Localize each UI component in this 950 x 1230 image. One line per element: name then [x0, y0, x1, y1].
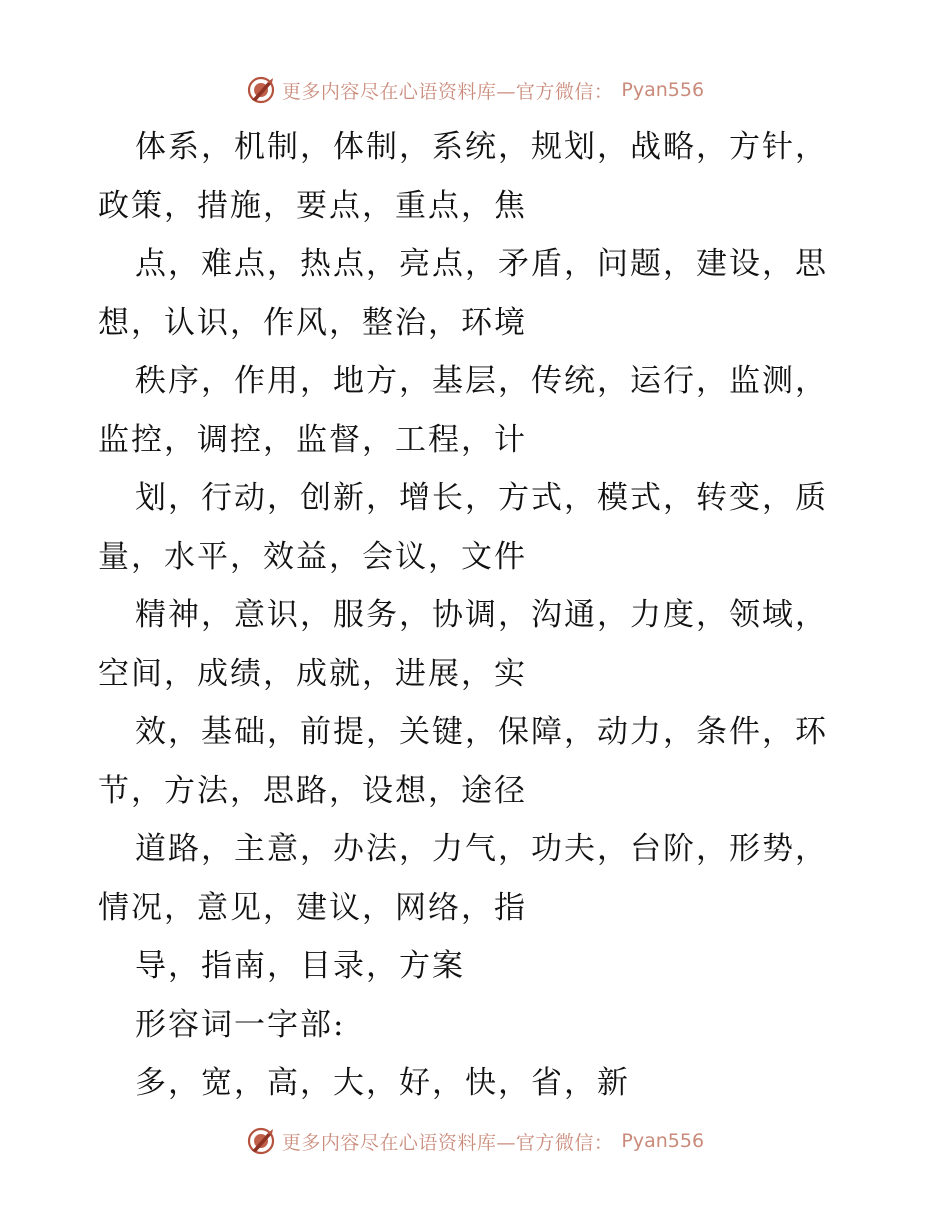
section-heading: 形容词一字部:: [135, 1006, 346, 1043]
watermark-wechat-id: Pyan556: [621, 79, 705, 101]
text-line: 秩序，作用，地方，基层，传统，运行，监测，: [135, 363, 828, 399]
watermark-wechat-id: Pyan556: [621, 1130, 705, 1152]
footer-watermark: [0, 1121, 950, 1161]
text-line: 空间，成绩，成就，进展，实: [98, 655, 527, 692]
text-line: 想，认识，作风，整治，环境: [98, 304, 527, 341]
text-line: 政策，措施，要点，重点，焦: [98, 187, 527, 224]
text-line: 精神，意识，服务，协调，沟通，力度，领域，: [135, 597, 828, 633]
header-watermark: [0, 70, 950, 110]
text-line: 情况，意见，建议，网络，指: [98, 889, 527, 926]
document-body: [98, 118, 858, 1113]
text-line: 多，宽，高，大，好，快，省，新: [135, 1065, 630, 1101]
quill-seal-icon: [246, 1126, 276, 1156]
text-line: 量，水平，效益，会议，文件: [98, 538, 527, 575]
text-line: 节，方法，思路，设想，途径: [98, 772, 527, 809]
text-line: 体系，机制，体制，系统，规划，战略，方针，: [135, 129, 828, 165]
watermark-text: 更多内容尽在心语资料库—官方微信：: [281, 80, 614, 103]
text-line: 点，难点，热点，亮点，矛盾，问题，建设，思: [135, 246, 828, 282]
text-line: 导，指南，目录，方案: [135, 948, 465, 984]
quill-seal-icon: [246, 75, 276, 105]
watermark-text: 更多内容尽在心语资料库—官方微信：: [281, 1131, 614, 1154]
text-line: 道路，主意，办法，力气，功夫，台阶，形势，: [135, 831, 828, 867]
text-line: 划，行动，创新，增长，方式，模式，转变，质: [135, 480, 828, 516]
text-line: 效，基础，前提，关键，保障，动力，条件，环: [135, 714, 828, 750]
text-line: 监控，调控，监督，工程，计: [98, 421, 527, 458]
